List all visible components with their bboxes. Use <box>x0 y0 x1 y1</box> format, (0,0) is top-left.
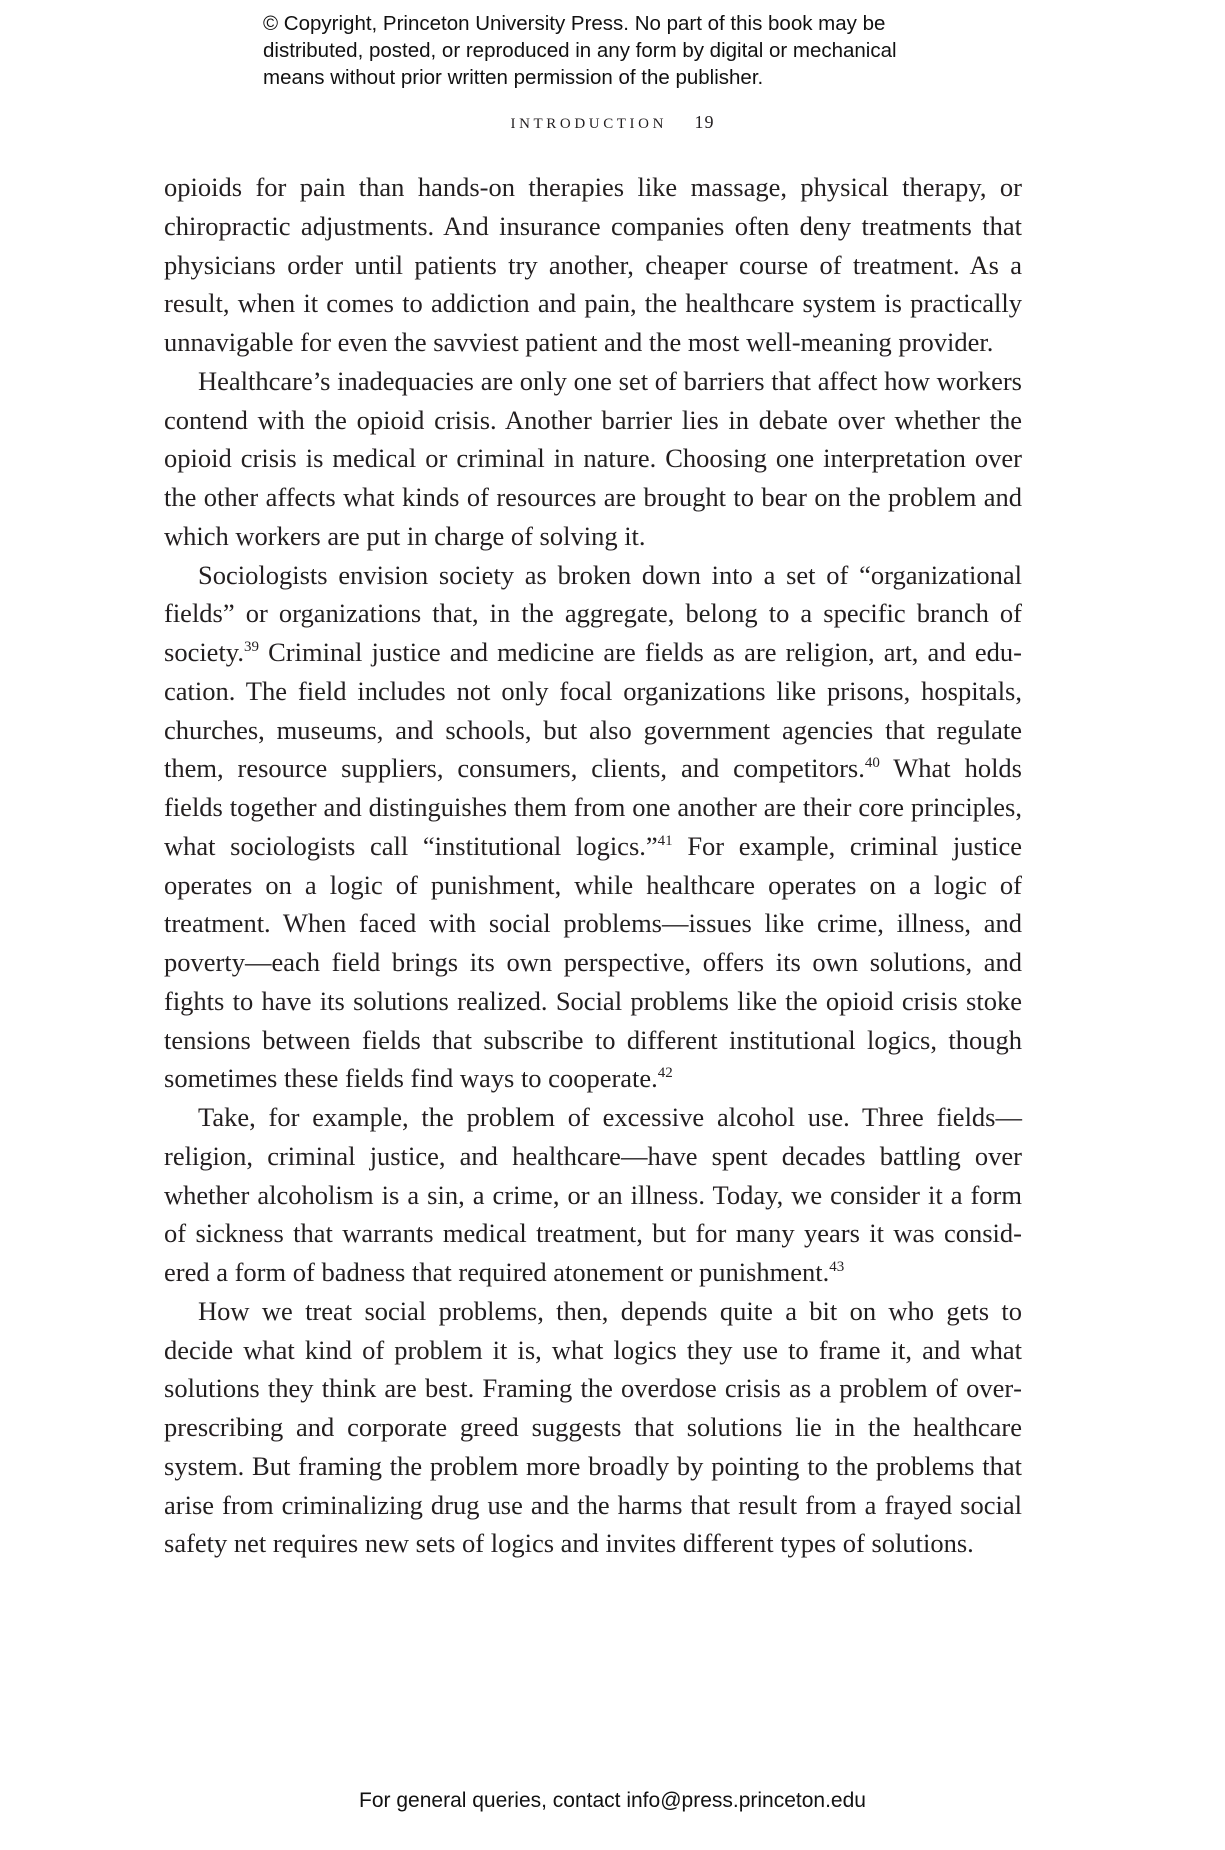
footnote-ref-41: 41 <box>657 832 673 849</box>
paragraph-3-text-2: Criminal justice and medicine are fields as are religion, art, and education. The field includes not only focal organizations like prisons, hospitals, churches, museums, and schools, but also government agencies that regulate them, resource suppliers, consumers, clients, and competitors. <box>164 637 1022 784</box>
paragraph-2: Healthcare’s inadequacies are only one set of barriers that affect how workers contend with the opioid crisis. Another barrier lies in debate over whether the opioid crisis is medical or criminal in nature. Choosing one interpretation over the other affects what kinds of resources are brought to bear on the problem and which workers are put in charge of solving it. <box>164 365 1022 551</box>
footnote-ref-40: 40 <box>864 755 880 772</box>
paragraph-1: opioids for pain than hands-on therapies like massage, physical therapy, or chiropractic adjustments. And insurance companies often deny treatments that physicians order until patients try another, cheaper course of treatment. As a result, when it comes to addiction and pain, the healthcare system is practically unnavigable for even the savviest patient and the most well-meaning provider. <box>164 172 1022 357</box>
footer-contact: For general queries, contact info@press.princeton.edu <box>359 1789 866 1812</box>
footnote-ref-42: 42 <box>657 1065 673 1082</box>
copyright-line-3: means without prior written permission of the publisher. <box>263 66 764 89</box>
paragraph-3-text-4: For example, criminal justice operates on a logic of punishment, while healthcare operates on a logic of treatment. When faced with social problems—issues like crime, illness, and poverty—each field brings its own perspective, offers its own solutions, and fights to have its solutions realized. Social problems like the opioid crisis stoke tensions between fields that subscribe to different institutional logics, though sometimes these fields find ways to cooperate. <box>164 830 1022 1094</box>
running-head-section: INTRODUCTION <box>510 116 668 132</box>
paragraph-3 <box>164 556 1022 1099</box>
copyright-line-1: © Copyright, Princeton University Press. No part of this book may be <box>263 12 886 35</box>
paragraph-5: How we treat social problems, then, depends quite a bit on who gets to decide what kind of problem it is, what logics they use to frame it, and what solutions they think are best. Framing the overdose crisis as a problem of overprescribing and corporate greed suggests that solutions lie in the healthcare system. But framing the problem more broadly by pointing to the problems that arise from criminalizing drug use and the harms that result from a frayed social safety net requires new sets of logics and invites different types of solutions. <box>164 1295 1022 1559</box>
paragraph-3-text-1: Sociologists envision society as broken down into a set of “organizational fields” or organizations that, in the aggregate, belong to a specific branch of society. <box>164 559 1022 667</box>
footnote-ref-43: 43 <box>829 1259 845 1275</box>
copyright-notice <box>263 10 1023 91</box>
paragraph-4-text-1: Take, for example, the problem of excessive alcohol use. Three fields—religion, criminal justice, and healthcare—have spent decades battling over whether alcoholism is a sin, a crime, or an illness. Today, we consider it a form of sickness that warrants medical treatment, but for many years it was considered a form of badness that required atonement or punishment. <box>164 1102 1022 1287</box>
paragraph-3-text-3: What holds fields together and distinguishes them from one another are their core principles, what sociologists call “institutional logics.” <box>164 753 1022 861</box>
body-text <box>164 168 1022 1563</box>
footnote-ref-39: 39 <box>243 639 259 655</box>
paragraph-4 <box>164 1098 1022 1292</box>
copyright-line-2: distributed, posted, or reproduced in any form by digital or mechanical <box>263 39 897 62</box>
running-head <box>0 112 1225 133</box>
page-number: 19 <box>694 112 715 132</box>
